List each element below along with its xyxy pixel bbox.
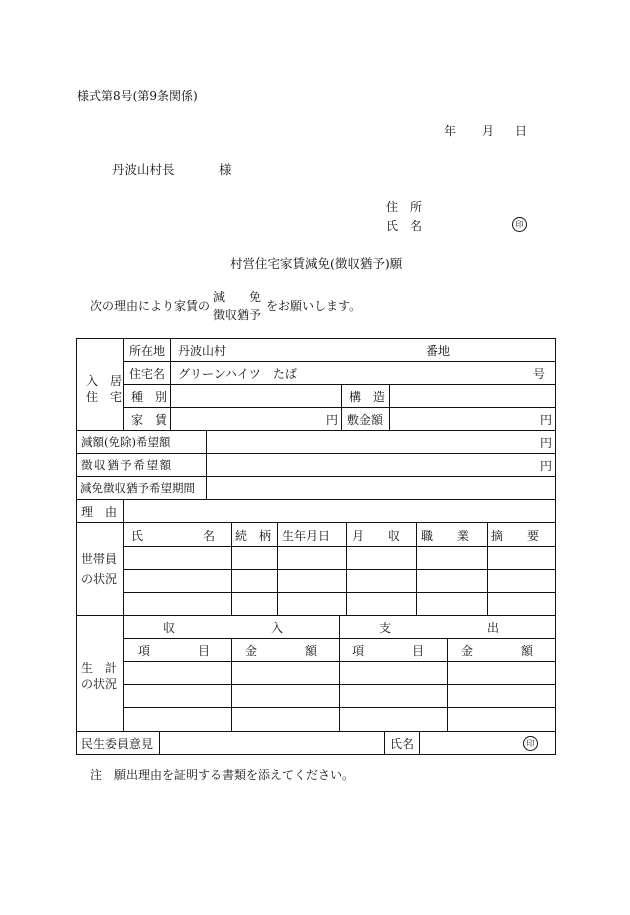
applicant-address-label: 住 所 [386, 200, 423, 214]
income-label: 収 入 [163, 621, 284, 635]
expense-label: 支 出 [379, 621, 500, 635]
household-label-1: 世帯員 [81, 552, 118, 566]
deposit-label: 敷金額 [347, 413, 384, 427]
livelihood-label-2: の状況 [81, 677, 118, 691]
banchi-label: 番地 [426, 344, 451, 358]
intro-option-reduction: 減 免 [213, 290, 262, 304]
welfare-label: 民生委員意見 [81, 737, 154, 751]
housing-label-2: 住 宅 [86, 390, 123, 404]
income-amount-label: 金 額 [245, 644, 318, 658]
form-number: 様式第8号(第9条関係) [77, 89, 198, 103]
date-month-label: 月 [482, 124, 495, 138]
rent-yen-label: 円 [326, 413, 339, 427]
welfare-name-label: 氏名 [390, 737, 415, 751]
deferral-yen-label: 円 [540, 459, 553, 473]
addressee-name: 丹波山村長 [112, 162, 175, 177]
date-year-label: 年 [444, 124, 457, 138]
deferral-label: 徴収猶予希望額 [81, 458, 173, 472]
period-label: 減免徴収猶予希望期間 [80, 481, 195, 495]
reason-label: 理 由 [81, 505, 118, 519]
rent-label: 家 賃 [131, 413, 168, 427]
housing-name-label: 住宅名 [129, 367, 166, 381]
intro-suffix: をお願いします。 [266, 299, 362, 313]
expense-amount-label: 金 額 [461, 644, 534, 658]
housing-name-value: グリーンハイツ たば [178, 367, 297, 381]
footnote: 注 願出理由を証明する書類を添えてください。 [90, 768, 355, 782]
household-header-occupation: 職 業 [421, 529, 470, 543]
applicant-seal-icon: 印 [512, 216, 527, 232]
household-header-relation: 続 柄 [235, 529, 272, 543]
housing-label-1: 入 居 [86, 374, 123, 388]
household-header-remarks: 摘 要 [491, 529, 540, 543]
reduction-label: 減額(免除)希望額 [81, 435, 171, 449]
household-header-birthdate: 生年月日 [282, 529, 331, 543]
go-label: 号 [533, 367, 546, 381]
income-item-label: 項 目 [138, 644, 211, 658]
intro-prefix: 次の理由により家賃の [90, 299, 211, 313]
location-value: 丹波山村 [178, 344, 227, 358]
reduction-yen-label: 円 [540, 436, 553, 450]
household-label-2: の状況 [81, 572, 118, 586]
applicant-name-label: 氏 名 [386, 219, 423, 233]
document-title: 村営住宅家賃減免(徴収猶予)願 [230, 256, 403, 271]
household-header-income: 月 収 [352, 529, 401, 543]
type-label: 種 別 [131, 390, 168, 404]
household-header-name: 氏 名 [131, 529, 216, 543]
intro-option-deferral: 徴収猶予 [213, 308, 262, 322]
expense-item-label: 項 目 [352, 644, 425, 658]
livelihood-label-1: 生 計 [81, 661, 118, 675]
deposit-yen-label: 円 [540, 413, 553, 427]
structure-label: 構 造 [349, 390, 386, 404]
location-label: 所在地 [129, 344, 166, 358]
addressee-honorific: 様 [219, 162, 232, 177]
date-day-label: 日 [515, 124, 528, 138]
welfare-seal-icon: 印 [523, 736, 538, 751]
